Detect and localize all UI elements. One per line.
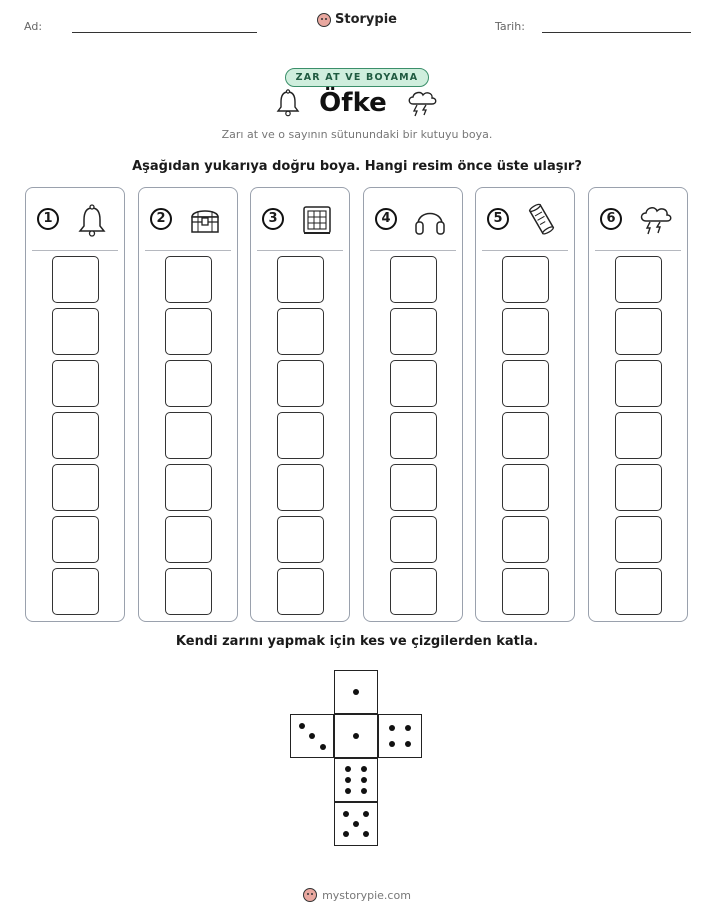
color-box[interactable] [277,516,324,563]
column-4 [363,187,463,622]
dice-pip [345,788,351,794]
column-header [589,202,687,238]
storm-cloud-icon [405,88,439,118]
color-box[interactable] [390,360,437,407]
color-box[interactable] [390,568,437,615]
color-box[interactable] [277,256,324,303]
column-6 [588,187,688,622]
color-box[interactable] [277,360,324,407]
color-box[interactable] [390,516,437,563]
color-box[interactable] [277,308,324,355]
subtitle: Zarı at ve o sayının sütunundaki bir kutuyu boya. [221,128,493,141]
dice-pip [361,766,367,772]
color-box[interactable] [615,308,662,355]
color-box[interactable] [52,464,99,511]
color-box[interactable] [390,412,437,459]
color-box[interactable] [502,568,549,615]
column-header [26,202,124,238]
color-box[interactable] [390,256,437,303]
color-box[interactable] [502,308,549,355]
dice-pip [299,723,305,729]
footer-logo-icon [303,888,317,902]
dice-pip [309,733,315,739]
column-divider [370,250,456,251]
color-box[interactable] [165,360,212,407]
column-number: 5 [487,208,509,230]
dice-pip [343,811,349,817]
color-box[interactable] [502,360,549,407]
color-box[interactable] [390,464,437,511]
color-box[interactable] [165,464,212,511]
brand-logo [0,12,714,32]
dice-pip [405,725,411,731]
dice-pip [363,811,369,817]
color-box[interactable] [615,568,662,615]
column-3 [250,187,350,622]
dice-pip [343,831,349,837]
column-number: 1 [37,208,59,230]
color-box[interactable] [277,464,324,511]
column-number: 4 [375,208,397,230]
brand-name: Storypie [335,12,397,27]
color-box[interactable] [502,464,549,511]
color-box[interactable] [615,256,662,303]
storm-cloud-icon [637,202,673,238]
color-box[interactable] [52,412,99,459]
cut-instruction: Kendi zarını yapmak için kes ve çizgilerden katla. [175,634,539,649]
color-box[interactable] [165,516,212,563]
dice-face-6 [334,758,378,802]
storypie-logo-icon [317,13,331,27]
date-line[interactable] [542,32,691,33]
column-header [476,202,574,238]
bell-icon [74,202,110,238]
dice-pip [389,725,395,731]
treasure-chest-icon [187,202,223,238]
color-box[interactable] [390,308,437,355]
dice-face-5 [334,802,378,846]
color-box[interactable] [52,360,99,407]
dice-face-4 [378,714,422,758]
column-divider [257,250,343,251]
dice-face-3 [290,714,334,758]
footer [0,888,714,907]
color-box[interactable] [615,412,662,459]
dice-pip [353,733,359,739]
dice-net[interactable] [290,670,424,834]
column-divider [595,250,681,251]
column-2 [138,187,238,622]
column-number: 6 [600,208,622,230]
column-5 [475,187,575,622]
dice-pip [405,741,411,747]
puzzle-board-icon [299,202,335,238]
color-box[interactable] [52,308,99,355]
activity-badge: ZAR AT VE BOYAMA [285,68,430,87]
color-box[interactable] [615,464,662,511]
dice-pip [353,821,359,827]
color-box[interactable] [52,516,99,563]
color-box[interactable] [277,412,324,459]
column-number: 2 [150,208,172,230]
color-box[interactable] [277,568,324,615]
column-header [251,202,349,238]
color-box[interactable] [502,412,549,459]
column-divider [145,250,231,251]
dice-pip [389,741,395,747]
name-line[interactable] [72,32,257,33]
column-divider [32,250,118,251]
column-header [139,202,237,238]
scroll-icon [524,202,560,238]
color-box[interactable] [615,360,662,407]
column-header [364,202,462,238]
color-box[interactable] [502,256,549,303]
bell-icon [275,89,301,117]
dice-pip [363,831,369,837]
instruction: Aşağıdan yukarıya doğru boya. Hangi resim önce üste ulaşır? [132,159,582,174]
color-box[interactable] [52,568,99,615]
page-title: Öfke [319,88,387,118]
color-box[interactable] [615,516,662,563]
column-number: 3 [262,208,284,230]
color-box[interactable] [165,568,212,615]
date-label: Tarih: [495,20,525,33]
dice-pip [361,777,367,783]
column-1 [25,187,125,622]
dice-pip [361,788,367,794]
name-label: Ad: [24,20,43,33]
color-box[interactable] [165,256,212,303]
dice-pip [320,744,326,750]
headphones-icon [412,202,448,238]
dice-face-1 [334,714,378,758]
dice-pip [345,777,351,783]
dice-pip [345,766,351,772]
footer-url: mystorypie.com [322,888,411,902]
color-box[interactable] [165,412,212,459]
dice-face-1 [334,670,378,714]
color-box[interactable] [165,308,212,355]
dice-pip [353,689,359,695]
color-box[interactable] [52,256,99,303]
color-box[interactable] [502,516,549,563]
column-divider [482,250,568,251]
